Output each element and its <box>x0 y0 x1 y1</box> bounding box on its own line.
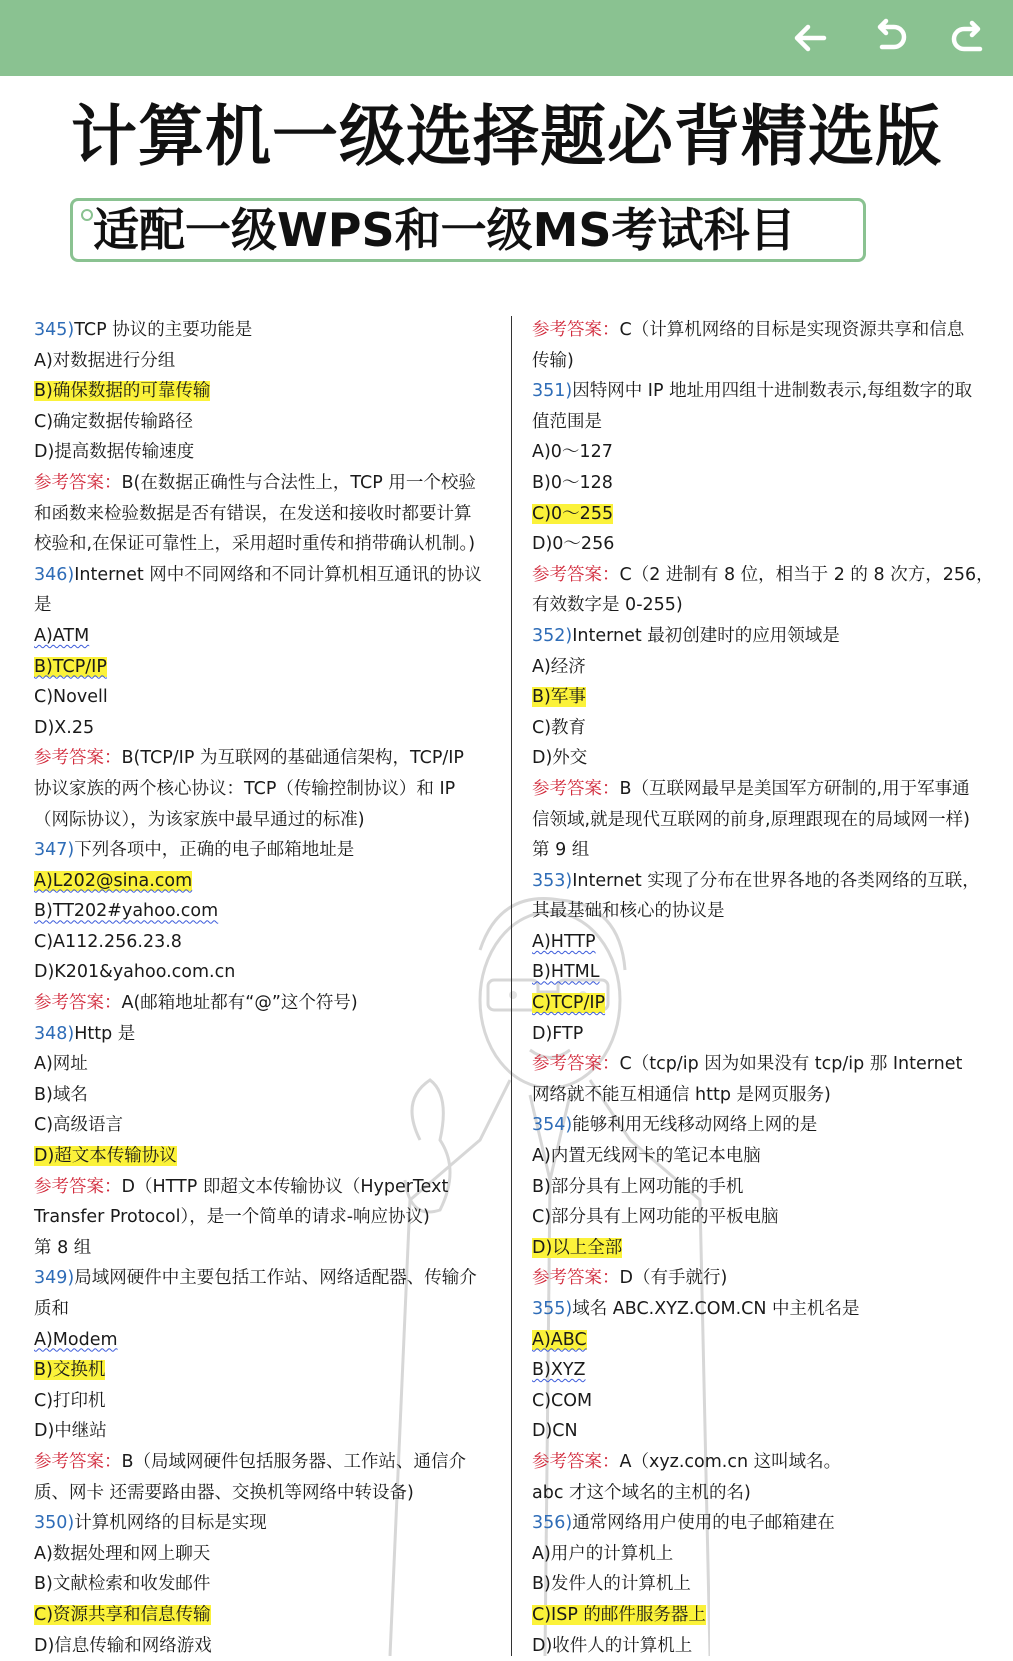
question-line <box>34 1110 494 1141</box>
question-number: 354) <box>532 1115 573 1136</box>
line-text: C（tcp/ip 因为如果没有 tcp/ip 那 Internet <box>619 1054 963 1075</box>
question-number: 355) <box>532 1299 573 1319</box>
question-line <box>532 652 982 683</box>
question-line <box>532 529 982 560</box>
question-line <box>532 621 982 652</box>
question-line <box>34 1080 494 1111</box>
question-line <box>34 743 494 774</box>
question-line <box>532 1386 982 1417</box>
question-line <box>34 774 494 805</box>
question-line <box>532 499 982 530</box>
left-column <box>34 315 494 1661</box>
question-line <box>532 957 982 988</box>
line-text: 其最基础和核心的协议是 <box>532 901 725 922</box>
answer-label: 参考答案： <box>34 748 122 769</box>
line-text: 第 9 组 <box>532 840 590 861</box>
question-line <box>34 1141 494 1172</box>
line-text: Internet 网中不同网络和不同计算机相互通讯的协议 <box>74 564 482 585</box>
banner-dot <box>81 209 93 221</box>
question-line <box>34 529 494 560</box>
undo-icon <box>870 18 910 58</box>
line-text: B（局域网硬件包括服务器、工作站、通信介 <box>121 1451 467 1472</box>
correct-option-text: D)以上全部 <box>532 1237 623 1258</box>
line-text: B)文献检索和收发邮件 <box>34 1574 211 1595</box>
answer-label: 参考答案： <box>532 1451 620 1472</box>
line-text: B（互联网最早是美国军方研制的,用于军事通 <box>619 778 970 799</box>
line-text: Http 是 <box>74 1023 136 1044</box>
page-title: 计算机一级选择题必背精选版 <box>71 98 942 175</box>
question-line <box>34 957 494 988</box>
line-text: B)部分具有上网功能的手机 <box>532 1176 744 1197</box>
question-number: 348) <box>34 1023 75 1044</box>
line-text: 下列各项中，正确的电子邮箱地址是 <box>74 840 355 861</box>
question-line <box>532 1019 982 1050</box>
answer-label: 参考答案： <box>532 1054 620 1075</box>
line-text: 值范围是 <box>532 411 602 432</box>
arrow-left-icon <box>790 18 830 58</box>
line-text: 局域网硬件中主要包括工作站、网络适配器、传输介 <box>74 1268 477 1289</box>
line-text: D)外交 <box>532 748 588 769</box>
question-number: 347) <box>34 840 75 861</box>
line-text: 协议家族的两个核心协议：TCP（传输控制协议）和 IP <box>34 778 456 799</box>
question-number: 346) <box>34 564 75 585</box>
question-line <box>34 1263 494 1294</box>
question-line <box>532 560 994 591</box>
line-text: C)打印机 <box>34 1390 106 1411</box>
line-text: A)ATM <box>34 625 90 646</box>
line-text: Transfer Protocol），是一个简单的请求-响应协议) <box>34 1207 430 1228</box>
question-number: 352) <box>532 625 573 646</box>
question-line <box>34 1172 494 1203</box>
line-text: A)HTTP <box>532 931 596 952</box>
question-line <box>532 346 982 377</box>
question-number: 356) <box>532 1513 573 1534</box>
redo-button[interactable] <box>942 14 990 62</box>
question-line <box>34 1049 494 1080</box>
line-text: 域名 ABC.XYZ.COM.CN 中主机名是 <box>572 1299 860 1319</box>
answer-label: 参考答案： <box>532 778 620 799</box>
question-line <box>532 315 982 346</box>
question-line <box>532 1355 982 1386</box>
line-text: B)TT202#yahoo.com <box>34 901 219 922</box>
question-line <box>532 988 982 1019</box>
question-line <box>532 1263 982 1294</box>
right-column <box>532 315 994 1661</box>
line-text: 能够利用无线移动网络上网的是 <box>572 1115 818 1136</box>
line-text: A(邮箱地址都有“@”这个符号) <box>121 993 358 1014</box>
question-line <box>532 437 982 468</box>
line-text: D)收件人的计算机上 <box>532 1635 693 1656</box>
correct-option-text: C)0～255 <box>532 503 614 524</box>
question-line <box>532 713 982 744</box>
question-line <box>34 407 494 438</box>
question-line <box>532 1202 982 1233</box>
line-text: 传输) <box>532 350 574 371</box>
line-text: A)网址 <box>34 1054 88 1075</box>
question-line <box>34 560 494 591</box>
line-text: C)教育 <box>532 717 587 738</box>
correct-option-text: B)TCP/IP <box>34 656 107 677</box>
question-line <box>532 1141 982 1172</box>
question-line <box>532 1049 982 1080</box>
question-number: 345) <box>34 320 75 340</box>
line-text: A（xyz.com.cn 这叫域名。 <box>619 1451 842 1472</box>
question-line <box>34 1447 494 1478</box>
line-text: 和函数来检验数据是否有错误，在发送和接收时都要计算 <box>34 503 472 524</box>
question-line <box>34 590 494 621</box>
line-text: A)数据处理和网上聊天 <box>34 1543 211 1564</box>
top-bar <box>0 0 1013 76</box>
question-line <box>34 896 494 927</box>
line-text: 信领域,就是现代互联网的前身,原理跟现在的局域网一样) <box>532 809 970 830</box>
line-text: 网络就不能互相通信 http 是网页服务) <box>532 1084 831 1105</box>
line-text: A)经济 <box>532 656 586 677</box>
question-line <box>34 1386 494 1417</box>
line-text: 质和 <box>34 1299 69 1319</box>
redo-icon <box>946 18 986 58</box>
question-line <box>532 743 982 774</box>
line-text: C)COM <box>532 1390 593 1411</box>
line-text: D)K201&yahoo.com.cn <box>34 962 236 983</box>
question-line <box>532 407 982 438</box>
line-text: D)0～256 <box>532 534 615 555</box>
correct-option-text: C)TCP/IP <box>532 993 606 1014</box>
line-text: B)0～128 <box>532 472 613 493</box>
question-line <box>34 621 494 652</box>
question-line <box>532 774 982 805</box>
line-text: 因特网中 IP 地址用四组十进制数表示,每组数字的取 <box>572 381 973 402</box>
question-line <box>34 468 494 499</box>
question-number: 353) <box>532 870 573 891</box>
question-line <box>532 1539 982 1570</box>
question-line <box>34 713 494 744</box>
line-text: D（HTTP 即超文本传输协议（HyperText <box>121 1176 449 1197</box>
line-text: B)HTML <box>532 962 600 983</box>
question-line <box>34 1019 494 1050</box>
question-line <box>34 866 494 897</box>
column-divider <box>511 316 512 1656</box>
line-text: 第 8 组 <box>34 1237 92 1258</box>
question-line <box>532 896 982 927</box>
line-text: Internet 最初创建时的应用领域是 <box>572 625 840 646</box>
line-text: B)XYZ <box>532 1360 586 1381</box>
line-text: C)A112.256.23.8 <box>34 931 182 952</box>
line-text: D（有手就行) <box>619 1268 728 1289</box>
line-text: A)用户的计算机上 <box>532 1543 674 1564</box>
question-line <box>532 1325 982 1356</box>
line-text: A)0～127 <box>532 442 613 463</box>
question-line <box>532 468 982 499</box>
question-line <box>34 437 494 468</box>
question-line <box>34 1569 494 1600</box>
answer-label: 参考答案： <box>34 472 122 493</box>
line-text: Internet 实现了分布在世界各地的各类网络的互联， <box>572 870 980 891</box>
question-line <box>532 1600 982 1631</box>
question-line <box>34 682 494 713</box>
question-line <box>34 988 494 1019</box>
line-text: C（2 进制有 8 位，相当于 2 的 8 次方，256， <box>619 564 994 585</box>
subtitle: 适配一级WPS和一级MS考试科目 <box>93 203 796 257</box>
question-line <box>532 805 982 836</box>
line-text: B(在数据正确性与合法性上，TCP 用一个校验 <box>121 472 476 493</box>
question-line <box>34 376 494 407</box>
undo-button[interactable] <box>866 14 914 62</box>
question-line <box>532 1172 982 1203</box>
question-number: 349) <box>34 1268 75 1289</box>
answer-label: 参考答案： <box>532 564 620 585</box>
question-line <box>532 1233 982 1264</box>
correct-option-text: B)确保数据的可靠传输 <box>34 381 211 402</box>
line-text: 计算机网络的目标是实现 <box>74 1513 267 1534</box>
question-number: 350) <box>34 1513 75 1534</box>
line-text: D)FTP <box>532 1023 584 1044</box>
answer-label: 参考答案： <box>34 993 122 1014</box>
line-text: D)信息传输和网络游戏 <box>34 1635 212 1656</box>
answer-label: 参考答案： <box>532 320 620 340</box>
line-text: （网际协议），为该家族中最早通过的标准) <box>34 809 365 830</box>
correct-option-text: A)L202@sina.com <box>34 870 193 891</box>
question-line <box>34 1325 494 1356</box>
question-line <box>34 1202 494 1233</box>
line-text: B(TCP/IP 为互联网的基础通信架构，TCP/IP <box>121 748 464 769</box>
line-text: C)Novell <box>34 687 108 708</box>
question-line <box>532 1631 982 1661</box>
question-line <box>532 835 982 866</box>
question-line <box>532 1416 982 1447</box>
question-line <box>532 1569 982 1600</box>
question-line <box>34 1416 494 1447</box>
question-line <box>34 1478 494 1509</box>
line-text: C)高级语言 <box>34 1115 124 1136</box>
line-text: A)内置无线网卡的笔记本电脑 <box>532 1146 761 1167</box>
correct-option-text: A)ABC <box>532 1329 587 1350</box>
line-text: B)发件人的计算机上 <box>532 1574 691 1595</box>
question-line <box>532 866 982 897</box>
line-text: D)提高数据传输速度 <box>34 442 195 463</box>
question-line <box>532 682 982 713</box>
line-text: 校验和,在保证可靠性上，采用超时重传和捎带确认机制。) <box>34 534 476 555</box>
question-line <box>34 1600 494 1631</box>
line-text: 通常网络用户使用的电子邮箱建在 <box>572 1513 835 1534</box>
answer-label: 参考答案： <box>34 1176 122 1197</box>
line-text: abc 才这个域名的主机的名) <box>532 1482 751 1503</box>
question-line <box>34 805 494 836</box>
line-text: D)CN <box>532 1421 578 1442</box>
line-text: 有效数字是 0-255) <box>532 595 683 616</box>
question-line <box>34 1294 494 1325</box>
question-line <box>34 346 494 377</box>
subtitle-banner <box>70 198 866 262</box>
line-text: C（计算机网络的目标是实现资源共享和信息 <box>619 320 965 340</box>
answer-label: 参考答案： <box>34 1451 122 1472</box>
line-text: C)确定数据传输路径 <box>34 411 194 432</box>
question-line <box>34 499 494 530</box>
question-line <box>532 1478 982 1509</box>
question-line <box>532 1110 982 1141</box>
question-line <box>34 1539 494 1570</box>
question-line <box>34 652 494 683</box>
correct-option-text: C)资源共享和信息传输 <box>34 1604 211 1625</box>
line-text: TCP 协议的主要功能是 <box>74 320 253 340</box>
question-line <box>532 1447 982 1478</box>
question-line <box>532 590 982 621</box>
question-line <box>34 1233 494 1264</box>
line-text: C)部分具有上网功能的平板电脑 <box>532 1207 779 1228</box>
correct-option-text: D)超文本传输协议 <box>34 1146 177 1167</box>
line-text: 质、网卡 还需要路由器、交换机等网络中转设备) <box>34 1482 414 1503</box>
question-line <box>34 927 494 958</box>
back-button[interactable] <box>786 14 834 62</box>
answer-label: 参考答案： <box>532 1268 620 1289</box>
line-text: D)X.25 <box>34 717 95 738</box>
question-line <box>34 1508 494 1539</box>
line-text: A)Modem <box>34 1329 118 1350</box>
question-number: 351) <box>532 381 573 402</box>
line-text: 是 <box>34 595 52 616</box>
line-text: A)对数据进行分组 <box>34 350 176 371</box>
question-line <box>532 927 982 958</box>
correct-option-text: B)交换机 <box>34 1360 106 1381</box>
question-line <box>34 1631 494 1661</box>
question-line <box>532 1508 982 1539</box>
line-text: D)中继站 <box>34 1421 107 1442</box>
line-text: B)域名 <box>34 1084 88 1105</box>
correct-option-text: C)ISP 的邮件服务器上 <box>532 1604 706 1625</box>
question-line <box>34 315 494 346</box>
question-line <box>532 376 982 407</box>
question-line <box>532 1294 982 1325</box>
question-line <box>34 1355 494 1386</box>
question-line <box>34 835 494 866</box>
question-line <box>532 1080 982 1111</box>
correct-option-text: B)军事 <box>532 687 586 708</box>
